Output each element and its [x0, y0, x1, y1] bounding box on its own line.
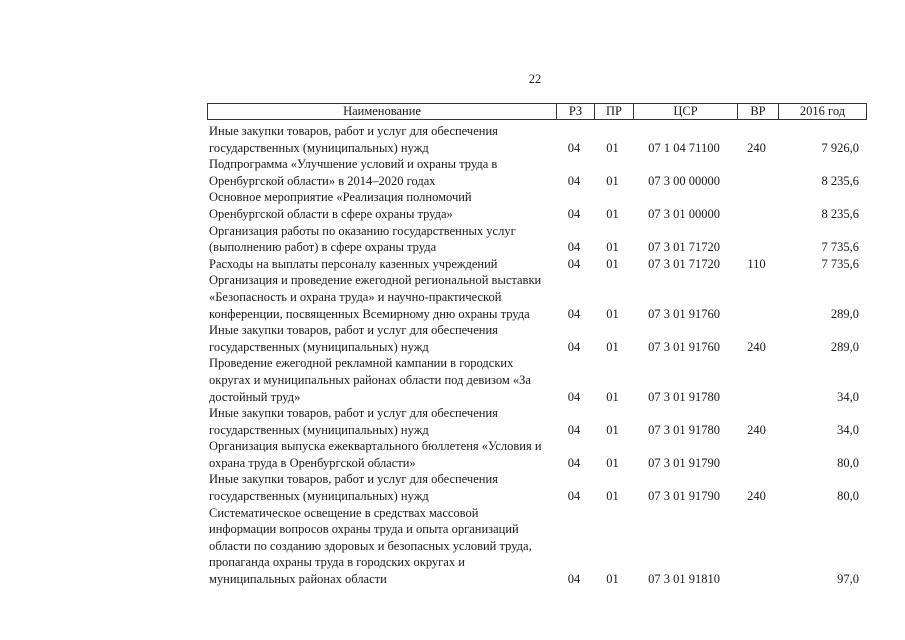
table-row: [207, 438, 867, 471]
row-csr: 07 3 01 91790: [648, 489, 720, 504]
row-pr: 01: [606, 256, 619, 271]
row-name-line: достойный труд»: [209, 389, 301, 404]
row-name-line: (выполнению работ) в сфере охраны труда: [209, 240, 437, 255]
row-name-line: Оренбургской области в сфере охраны труда»: [209, 206, 453, 221]
row-name-line: пропаганда охраны труда в городских округах и: [209, 555, 465, 570]
row-name-line: «Безопасность и охрана труда» и научно-практической: [209, 289, 502, 304]
row-csr: 07 3 01 00000: [648, 206, 720, 221]
row-name: [207, 272, 555, 322]
table-row: [207, 123, 867, 156]
row-csr: 07 3 01 91810: [648, 572, 720, 587]
row-rz: 04: [567, 306, 581, 321]
row-csr: 07 3 00 00000: [648, 173, 720, 188]
row-name: [207, 355, 555, 405]
row-rz: 04: [567, 489, 581, 504]
table-row: [207, 223, 867, 256]
row-name-line: конференции, посвященных Всемирному дню охраны труда: [209, 306, 530, 321]
row-sum: 289,0: [830, 339, 859, 354]
row-name-line: Организация работы по оказанию государственных услуг: [209, 223, 516, 238]
row-rz: 04: [567, 422, 581, 437]
row-sum: 289,0: [830, 306, 859, 321]
row-rz: 04: [567, 389, 581, 404]
table-body: [207, 123, 867, 588]
row-name-line: Иные закупки товаров, работ и услуг для обеспечения: [209, 124, 498, 138]
row-name-line: Иные закупки товаров, работ и услуг для обеспечения: [209, 323, 498, 338]
row-name: [207, 438, 555, 471]
row-rz: 04: [567, 339, 581, 354]
header-rz: РЗ: [556, 104, 594, 119]
row-name: [207, 405, 555, 438]
table-row: [207, 471, 867, 504]
row-name-line: государственных (муниципальных) нужд: [209, 422, 429, 437]
header-name: Наименование: [343, 104, 421, 118]
row-pr: 01: [606, 240, 619, 255]
row-name-line: Расходы на выплаты персоналу казенных учреждений: [209, 256, 498, 271]
row-name-line: области по созданию здоровых и безопасных условий труда,: [209, 538, 532, 553]
row-name-line: Основное мероприятие «Реализация полномочий: [209, 190, 472, 205]
table-row: [207, 355, 867, 405]
row-pr: 01: [606, 306, 619, 321]
row-sum: 34,0: [837, 389, 859, 404]
table-row: [207, 156, 867, 189]
table-row: [207, 256, 867, 273]
row-csr: 07 3 01 71720: [648, 240, 720, 255]
table-row: [207, 272, 867, 322]
row-sum: 7 926,0: [821, 140, 859, 155]
row-rz: 04: [567, 572, 581, 587]
row-pr: 01: [606, 389, 619, 404]
row-name-line: округах и муниципальных районах области под девизом «За: [209, 372, 531, 387]
row-rz: 04: [567, 206, 581, 221]
row-sum: 7 735,6: [821, 256, 859, 271]
row-name-line: Организация и проведение ежегодной региональной выставки: [209, 273, 542, 288]
row-rz: 04: [567, 455, 581, 470]
row-name-line: Иные закупки товаров, работ и услуг для обеспечения: [209, 472, 498, 487]
row-name-line: государственных (муниципальных) нужд: [209, 339, 429, 354]
row-name: [207, 223, 555, 256]
row-csr: 07 3 01 91790: [648, 455, 720, 470]
header-year: 2016 год: [778, 104, 866, 119]
row-sum: 34,0: [837, 422, 859, 437]
row-sum: 97,0: [837, 572, 859, 587]
row-name: [207, 256, 555, 273]
row-name-line: информации вопросов охраны труда и опыта организаций: [209, 522, 519, 537]
row-vr: 110: [747, 256, 766, 271]
row-name: [207, 189, 555, 222]
table-header: [207, 103, 867, 120]
header-vr: ВР: [737, 104, 778, 119]
row-rz: 04: [567, 256, 581, 271]
row-name-line: охрана труда в Оренбургской области»: [209, 455, 416, 470]
row-csr: 07 3 01 91760: [648, 339, 720, 354]
row-pr: 01: [606, 455, 619, 470]
row-pr: 01: [606, 422, 619, 437]
row-rz: 04: [567, 173, 581, 188]
row-csr: 07 3 01 91780: [648, 422, 720, 437]
row-rz: 04: [567, 240, 581, 255]
table-row: [207, 189, 867, 222]
row-name-line: Организация выпуска ежеквартального бюллетеня «Условия и: [209, 439, 542, 454]
row-name-line: Подпрограмма «Улучшение условий и охраны труда в: [209, 157, 498, 172]
row-vr: 240: [747, 140, 766, 155]
row-csr: 07 3 01 91780: [648, 389, 720, 404]
row-name: [207, 322, 555, 355]
row-pr: 01: [606, 206, 619, 221]
row-sum: 8 235,6: [821, 173, 859, 188]
row-name-line: государственных (муниципальных) нужд: [209, 140, 429, 155]
row-rz: 04: [567, 140, 581, 155]
row-name-line: Проведение ежегодной рекламной кампании в городских: [209, 356, 514, 371]
row-name-line: Иные закупки товаров, работ и услуг для обеспечения: [209, 406, 498, 421]
row-csr: 07 3 01 91760: [648, 306, 720, 321]
row-vr: 240: [747, 339, 766, 354]
row-sum: 80,0: [837, 489, 859, 504]
header-pr: ПР: [594, 104, 633, 119]
row-csr: 07 1 04 71100: [648, 140, 720, 155]
page-number: 22: [528, 72, 542, 86]
row-name: [207, 471, 555, 504]
row-pr: 01: [606, 489, 619, 504]
row-name: [207, 156, 555, 189]
row-name-line: государственных (муниципальных) нужд: [209, 489, 429, 504]
row-name-line: Оренбургской области» в 2014–2020 годах: [209, 173, 436, 188]
row-pr: 01: [606, 140, 619, 155]
row-pr: 01: [606, 339, 619, 354]
row-sum: 7 735,6: [821, 240, 859, 255]
row-pr: 01: [606, 173, 619, 188]
row-vr: 240: [747, 489, 766, 504]
row-sum: 80,0: [837, 455, 859, 470]
row-name-line: Систематическое освещение в средствах массовой: [209, 505, 479, 520]
row-vr: 240: [747, 422, 766, 437]
table-row: [207, 322, 867, 355]
budget-table: [207, 103, 867, 588]
table-row: [207, 505, 867, 588]
header-csr: ЦСР: [633, 104, 737, 119]
row-csr: 07 3 01 71720: [648, 256, 720, 271]
row-name: [207, 505, 555, 588]
row-name: [207, 123, 555, 156]
row-name-line: муниципальных районах области: [209, 572, 387, 587]
table-row: [207, 405, 867, 438]
row-pr: 01: [606, 572, 619, 587]
row-sum: 8 235,6: [821, 206, 859, 221]
